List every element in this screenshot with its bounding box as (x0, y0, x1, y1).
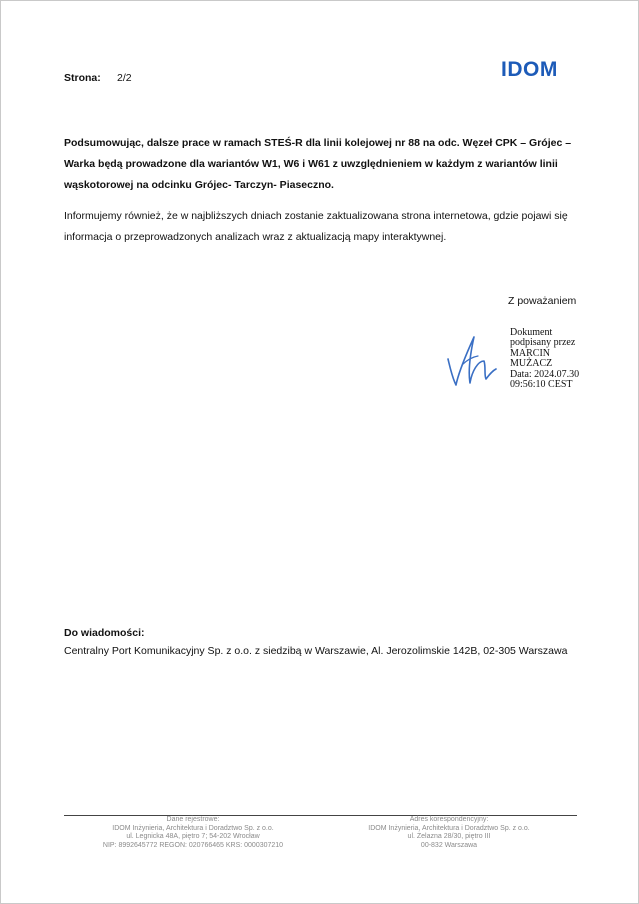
footer-line: 00-832 Warszawa (420, 841, 478, 849)
signature-line: Data: 2024.07.30 (510, 368, 580, 380)
signature-line: MARCIN (510, 347, 551, 359)
footer-line: ul. Legnicka 48A, piętro 7; 54-202 Wrocław (126, 833, 260, 841)
page-number-value: 2/2 (117, 72, 132, 84)
page-number-label: Strona: (64, 72, 101, 84)
signature-line: podpisany przez (510, 337, 576, 349)
cc-recipient: Centralny Port Komunikacyjny Sp. z o.o. z siedzibą w Warszawie, Al. Jerozolimskie 142B, 02-305 Warszawa (64, 645, 568, 657)
footer-line: IDOM Inżynieria, Architektura i Doradztwo Sp. z o.o. (112, 824, 274, 832)
signature-line: 09:56:10 CEST (510, 379, 573, 391)
footer-line: ul. Żelazna 28/30, piętro III (407, 833, 491, 841)
cc-title: Do wiadomości: (64, 627, 145, 639)
digital-signature-block (510, 328, 579, 390)
signature-line: Dokument (510, 327, 553, 338)
signature-line: MUŻACZ (510, 358, 553, 370)
info-paragraph: Informujemy również, że w najbliższych dniach zostanie zaktualizowana strona internetowa, gdzie pojawi się informacja o przeprowadzonych analizach wraz z aktualizacją mapy interaktywnej. (64, 210, 568, 243)
summary-paragraph: Podsumowując, dalsze prace w ramach STEŚ-R dla linii kolejowej nr 88 na odc. Węzeł CPK – Grójec – Warka będą prowadzone dla wariantów W1, W6 i W61 z uwzględnieniem w każdym z wariantów linii wąskotorowej na odcinku Grójec- Tarczyn- Piaseczno. (64, 137, 572, 191)
footer-line: Adres korespondencyjny: (409, 816, 489, 823)
idom-logo: IDOM (501, 58, 558, 81)
footer-line: Dane rejestrowe: (166, 816, 220, 823)
closing-phrase: Z poważaniem (508, 295, 577, 307)
footer-registration (78, 816, 308, 850)
footer-line: NIP: 8992645772 REGON: 020766465 KRS: 0000307210 (102, 841, 284, 849)
footer-line: IDOM Inżynieria, Architektura i Doradztwo Sp. z o.o. (368, 824, 530, 832)
footer-correspondence (334, 816, 564, 850)
handwritten-signature (444, 331, 500, 389)
